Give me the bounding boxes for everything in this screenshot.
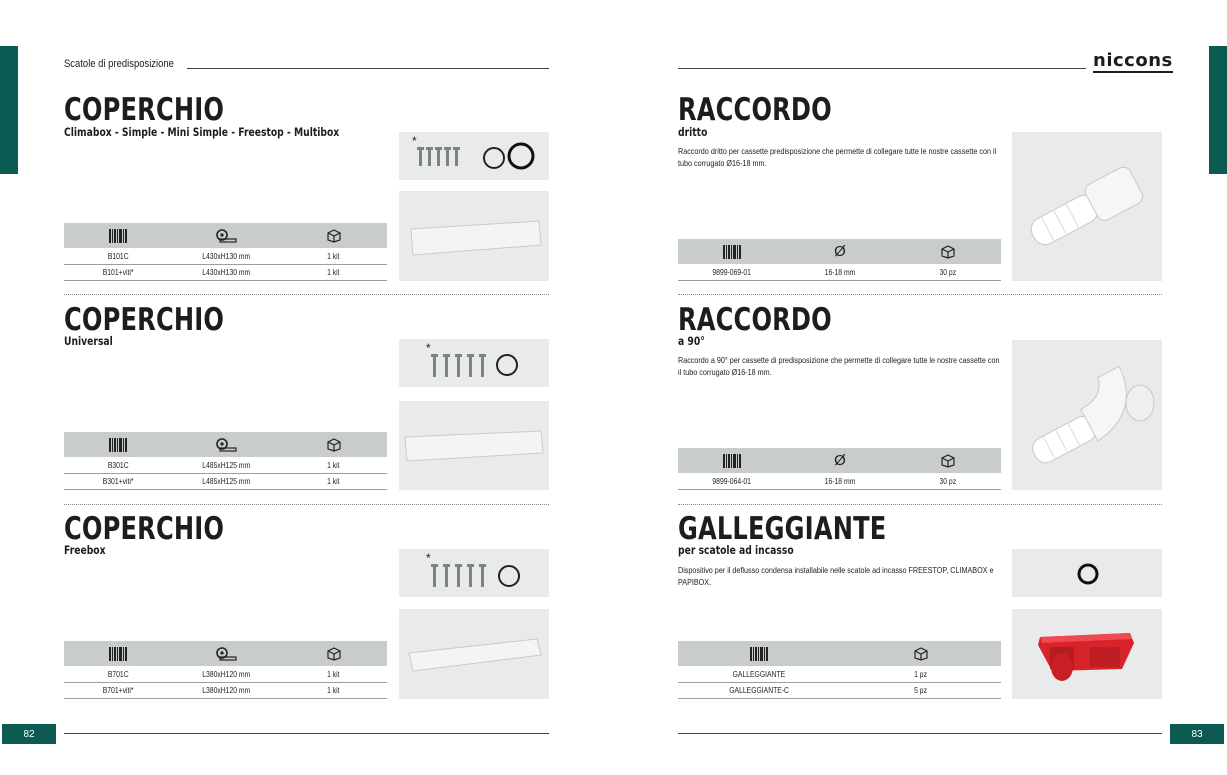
product-title: RACCORDO	[678, 92, 832, 128]
star-mark: *	[412, 134, 417, 148]
elbow-fitting-image	[1012, 340, 1162, 490]
page-number-right: 83	[1170, 724, 1224, 744]
product-table	[678, 641, 1001, 699]
table-row: B701+viti* L380xH120 mm 1 kit	[64, 683, 387, 699]
product-table	[64, 641, 387, 699]
diameter-icon: Ø	[834, 452, 846, 469]
package-box-icon	[327, 438, 341, 452]
product-description: Dispositivo per il deflusso condensa installabile nelle scatole ad incasso FREESTOP, CLIMABOX e PAPIBOX.	[678, 566, 994, 587]
table-row: 9899-069-01 16-18 mm 30 pz	[678, 265, 1001, 281]
table-header	[64, 432, 387, 457]
o-ring-image	[1012, 549, 1162, 597]
product-description: Raccordo dritto per cassette predisposizione che permette di collegare tutte le nostre cassette con il tubo corrugato Ø16-18 mm.	[678, 147, 997, 168]
screws-rings-image	[399, 339, 549, 387]
table-row: B701C L380xH120 mm 1 kit	[64, 667, 387, 683]
product-description: Raccordo a 90° per cassette di predisposizione che permette di collegare tutte le nostre cassette con il tubo corrugato Ø16-18 mm.	[678, 356, 1000, 377]
table-row: B101+viti* L430xH130 mm 1 kit	[64, 265, 387, 281]
table-header	[678, 448, 1001, 473]
product-table	[678, 448, 1001, 490]
section-title: Scatole di predisposizione	[64, 58, 174, 70]
measuring-tape-icon	[215, 438, 237, 452]
product-subtitle: Universal	[64, 334, 113, 348]
screws-icon	[399, 339, 549, 387]
barcode-icon	[109, 438, 127, 452]
product-title: RACCORDO	[678, 302, 832, 338]
diameter-icon: Ø	[834, 243, 846, 260]
table-header	[64, 223, 387, 248]
product-table	[678, 239, 1001, 281]
cover-panel-image	[399, 609, 549, 699]
screws-icon	[399, 549, 549, 597]
table-header	[64, 641, 387, 666]
star-mark: *	[426, 341, 431, 355]
screws-rings-image	[399, 132, 549, 180]
barcode-icon	[109, 647, 127, 661]
table-row: 9899-064-01 16-18 mm 30 pz	[678, 474, 1001, 490]
screws-rings-image	[399, 549, 549, 597]
header-rule-right	[678, 68, 1086, 69]
product-table	[64, 223, 387, 281]
package-box-icon	[327, 647, 341, 661]
table-row: GALLEGGIANTE 1 pz	[678, 667, 1001, 683]
package-box-icon	[327, 229, 341, 243]
section-divider	[64, 504, 549, 505]
product-title: GALLEGGIANTE	[678, 511, 887, 547]
product-subtitle: dritto	[678, 125, 708, 139]
measuring-tape-icon	[215, 229, 237, 243]
product-table	[64, 432, 387, 490]
table-header	[678, 641, 1001, 666]
product-title: COPERCHIO	[64, 511, 225, 547]
table-header	[678, 239, 1001, 264]
float-device-image	[1012, 609, 1162, 699]
barcode-icon	[109, 229, 127, 243]
section-divider	[678, 294, 1162, 295]
barcode-icon	[723, 454, 741, 468]
package-box-icon	[941, 454, 955, 468]
package-box-icon	[914, 647, 928, 661]
left-edge-tab	[0, 46, 18, 174]
barcode-icon	[723, 245, 741, 259]
table-row: GALLEGGIANTE-C 5 pz	[678, 683, 1001, 699]
star-mark: *	[426, 551, 431, 565]
footer-rule-right	[678, 733, 1162, 734]
footer-rule-left	[64, 733, 549, 734]
screws-icon	[399, 132, 549, 180]
page-number-left: 82	[2, 724, 56, 744]
right-edge-tab	[1209, 46, 1227, 174]
section-divider	[64, 294, 549, 295]
table-row: B301C L485xH125 mm 1 kit	[64, 458, 387, 474]
cover-panel-image	[399, 191, 549, 281]
package-box-icon	[941, 245, 955, 259]
table-row: B101C L430xH130 mm 1 kit	[64, 249, 387, 265]
measuring-tape-icon	[215, 647, 237, 661]
cover-panel-image	[399, 401, 549, 490]
straight-fitting-image	[1012, 132, 1162, 281]
product-subtitle: per scatole ad incasso	[678, 543, 794, 557]
product-title: COPERCHIO	[64, 92, 225, 128]
product-title: COPERCHIO	[64, 302, 225, 338]
niccons-logo: niccons	[1093, 50, 1173, 71]
header-rule-left	[187, 68, 549, 69]
barcode-icon	[750, 647, 768, 661]
product-subtitle: Climabox - Simple - Mini Simple - Freestop - Multibox	[64, 125, 340, 139]
section-divider	[678, 504, 1162, 505]
product-subtitle: a 90°	[678, 334, 705, 348]
table-row: B301+viti* L485xH125 mm 1 kit	[64, 474, 387, 490]
product-subtitle: Freebox	[64, 543, 106, 557]
